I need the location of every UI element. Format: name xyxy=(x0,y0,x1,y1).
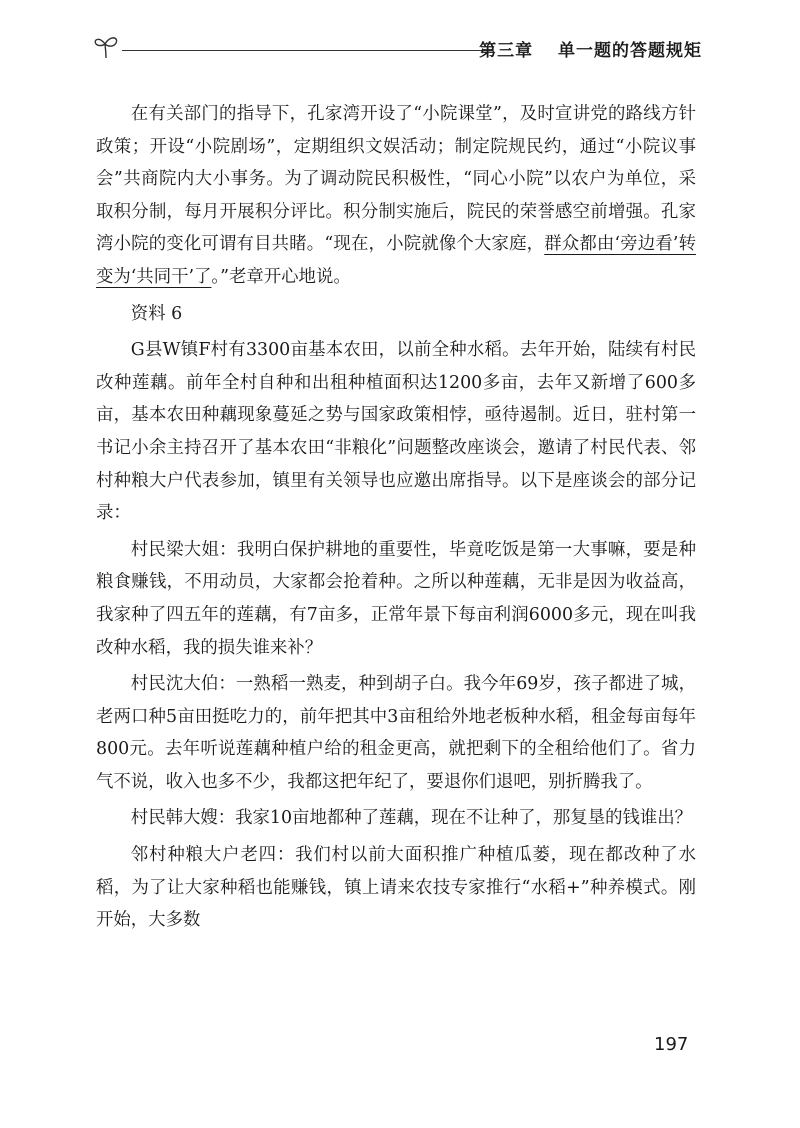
paragraph-xiaoyuan xyxy=(96,98,696,294)
material-label: 资料 6 xyxy=(130,303,183,324)
sprout-icon xyxy=(92,32,122,60)
page-header xyxy=(92,30,702,64)
paragraph-shen: 村民沈大伯：一熟稻一熟麦，种到胡子白。我今年69岁，孩子都进了城，老两口种5亩田挺吃力的，前年把其中3亩租给外地老板种水稻，租金每亩每年800元。去年听说莲藕种植户给的租金更高，就把剩下的全租给他们了。省力气不说，收入也多不少，我都这把年纪了，要退你们退吧，别折腾我了。 xyxy=(96,674,696,792)
paragraph-han: 村民韩大嫂：我家10亩地都种了莲藕，现在不让种了，那复垦的钱谁出？ xyxy=(130,808,693,829)
paragraph-text: 在有关部门的指导下，孔家湾开设了“小院课堂”，及时宣讲党的路线方针政策；开设“小院剧场”，定期组织文娱活动；制定院规民约，通过“小院议事会”共商院内大小事务。为了调动院民积极性，“同心小院”以农户为单位，采取积分制，每月开展积分评比。积分制实施后，院民的荣誉感空前增强。孔家湾小院的变化可谓有目共睹。“现在，小院就像个大家庭， xyxy=(96,104,696,255)
paragraph-laosi: 邻村种粮大户老四：我们村以前大面积推广种植瓜蒌，现在都改种了水稻，为了让大家种稻也能赚钱，镇上请来农技专家推行“水稻+”种养模式。刚开始，大多数 xyxy=(96,845,696,931)
paragraph-liang: 村民梁大姐：我明白保护耕地的重要性，毕竟吃饭是第一大事嘛，要是种粮食赚钱，不用动员，大家都会抢着种。之所以种莲藕，无非是因为收益高，我家种了四五年的莲藕，有7亩多，正常年景下每亩利润6000多元，现在叫我改种水稻，我的损失谁来补？ xyxy=(96,539,696,658)
page-number: 197 xyxy=(654,1034,689,1055)
chapter-number: 第三章 xyxy=(479,41,534,61)
chapter-heading xyxy=(479,36,702,61)
underlined-quote: 群众都由‘旁边看’转变为‘共同干’了 xyxy=(96,234,696,287)
header-rule xyxy=(122,50,492,51)
paragraph-text-end: 。”老章开心地说。 xyxy=(211,266,351,287)
paragraph-intro: G县W镇F村有3300亩基本农田，以前全种水稻。去年开始，陆续有村民改种莲藕。前年全村自种和出租种植面积达1200多亩，去年又新增了600多亩，基本农田种藕现象蔓延之势与国家政策相悖，亟待遏制。近日，驻村第一书记小余主持召开了基本农田“非粮化”问题整改座谈会，邀请了村民代表、邻村种粮大户代表参加，镇里有关领导也应邀出席指导。以下是座谈会的部分记录： xyxy=(96,340,696,524)
chapter-title: 单一题的答题规矩 xyxy=(558,41,702,61)
page-body xyxy=(96,98,696,937)
